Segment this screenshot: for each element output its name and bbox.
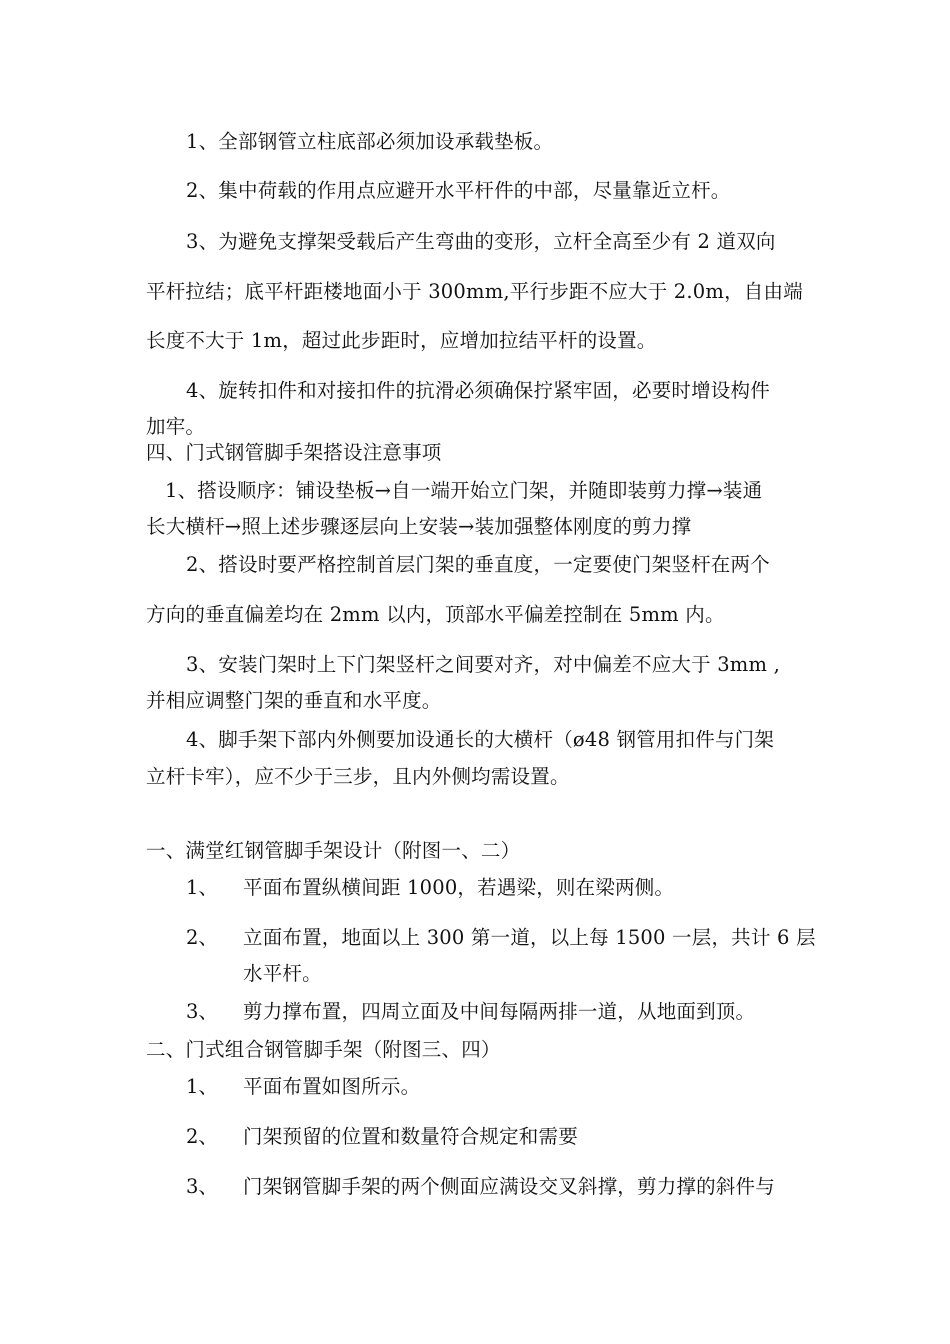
- list-item: 水平杆。: [243, 962, 322, 985]
- paragraph-line: 4、旋转扣件和对接扣件的抗滑必须确保拧紧牢固，必要时增设构件: [186, 379, 770, 402]
- paragraph-line: 加牢。: [146, 415, 206, 438]
- list-number: 2、: [186, 1125, 218, 1148]
- list-item: 门架钢管脚手架的两个侧面应满设交叉斜撑，剪力撑的斜件与: [243, 1175, 775, 1198]
- list-item: 平面布置如图所示。: [243, 1075, 421, 1098]
- paragraph-line: 4、脚手架下部内外侧要加设通长的大横杆（ø48 钢管用扣件与门架: [186, 728, 775, 751]
- paragraph-line: 3、安装门架时上下门架竖杆之间要对齐，对中偏差不应大于 3mm ,: [186, 653, 780, 676]
- paragraph-line: 1、全部钢管立柱底部必须加设承载垫板。: [186, 130, 554, 153]
- paragraph-line: 1、搭设顺序：铺设垫板→自一端开始立门架，并随即装剪力撑→装通: [165, 479, 763, 502]
- list-item: 平面布置纵横间距 1000，若遇梁，则在梁两侧。: [243, 876, 675, 899]
- section-heading: 四、门式钢管脚手架搭设注意事项: [146, 441, 442, 464]
- paragraph-line: 立杆卡牢），应不少于三步，且内外侧均需设置。: [146, 765, 570, 788]
- paragraph-line: 2、集中荷载的作用点应避开水平杆件的中部，尽量靠近立杆。: [186, 179, 731, 202]
- list-item: 立面布置，地面以上 300 第一道，以上每 1500 一层，共计 6 层: [243, 926, 816, 949]
- paragraph-line: 方向的垂直偏差均在 2mm 以内，顶部水平偏差控制在 5mm 内。: [146, 603, 725, 626]
- section-heading: 一、满堂红钢管脚手架设计（附图一、二）: [146, 839, 521, 862]
- paragraph-line: 平杆拉结；底平杆距楼地面小于 300mm,平行步距不应大于 2.0m，自由端: [146, 280, 803, 303]
- paragraph-line: 并相应调整门架的垂直和水平度。: [146, 689, 442, 712]
- section-heading: 二、门式组合钢管脚手架（附图三、四）: [146, 1038, 501, 1061]
- paragraph-line: 长度不大于 1m，超过此步距时，应增加拉结平杆的设置。: [146, 329, 657, 352]
- paragraph-line: 长大横杆→照上述步骤逐层向上安装→装加强整体刚度的剪力撑: [146, 515, 692, 538]
- list-number: 1、: [186, 1075, 218, 1098]
- list-item: 门架预留的位置和数量符合规定和需要: [243, 1125, 578, 1148]
- list-number: 1、: [186, 876, 218, 899]
- list-item: 剪力撑布置，四周立面及中间每隔两排一道，从地面到顶。: [243, 1000, 756, 1023]
- list-number: 3、: [186, 1000, 218, 1023]
- paragraph-line: 2、搭设时要严格控制首层门架的垂直度，一定要使门架竖杆在两个: [186, 553, 770, 576]
- list-number: 2、: [186, 926, 218, 949]
- list-number: 3、: [186, 1175, 218, 1198]
- paragraph-line: 3、为避免支撑架受载后产生弯曲的变形，立杆全高至少有 2 道双向: [186, 230, 776, 253]
